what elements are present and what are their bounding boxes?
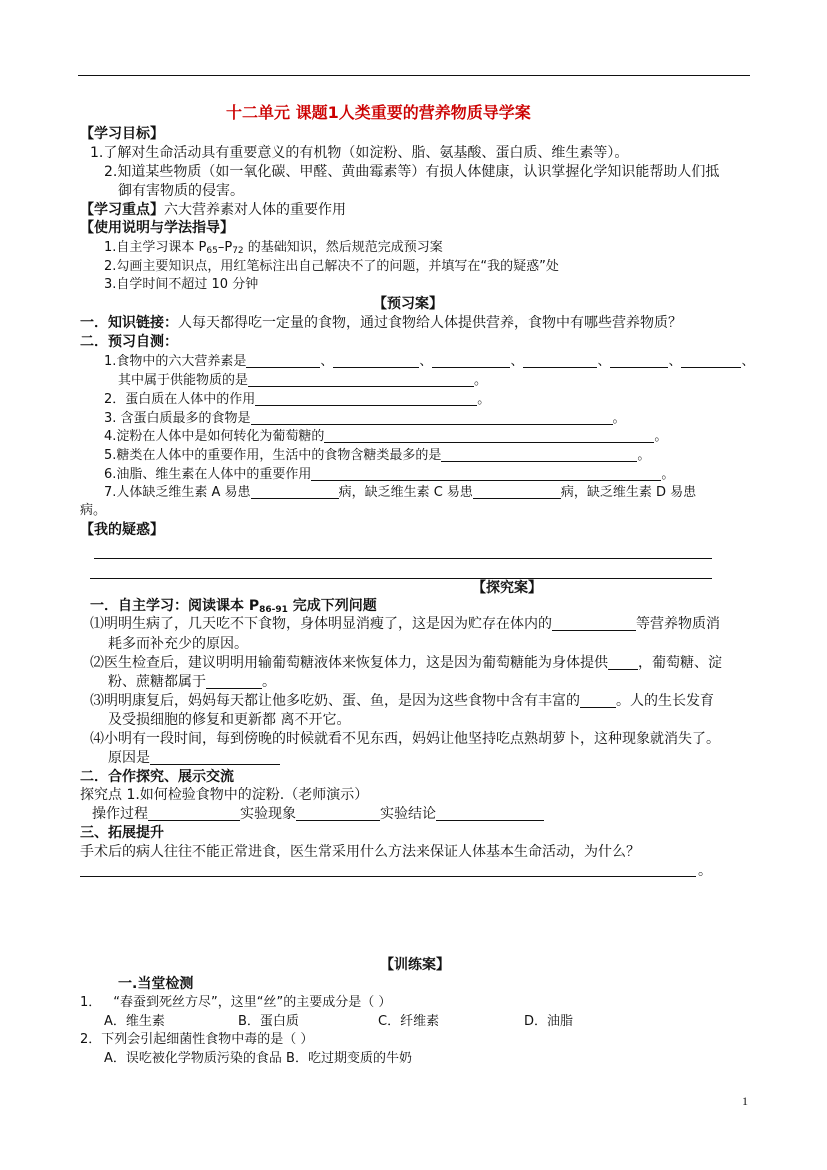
q1-option-b[interactable]: B．蛋白质 [238,1014,299,1029]
explore-p3: ⑶明明康复后，妈妈每天都让他多吃奶、蛋、鱼，是因为这些食物中含有丰富的 。人的生长发育 [90,693,714,709]
explore-heading: 【探究案】 [472,580,542,596]
blank[interactable] [251,485,339,499]
usage-heading: 【使用说明与学法指导】 [80,220,234,236]
preview-q2: 2．蛋白质在人体中的作用 。 [104,392,491,407]
training-check-heading: 一.当堂检测 [118,976,194,992]
focus-line [80,203,346,217]
explore-p4: ⑷小明有一段时间，每到傍晚的时候就看不见东西，妈妈让他坚持吃点熟胡萝卜，这种现象就消失了。 [90,731,720,747]
blank[interactable] [610,354,668,368]
blank[interactable] [681,354,741,368]
blank[interactable] [473,485,561,499]
blank[interactable] [248,373,474,387]
preview-q3: 3. 含蛋白质最多的食物是 。 [104,411,626,426]
training-heading: 【训练案】 [380,957,450,973]
self-test-heading: 二．预习自测： [80,334,178,350]
training-q1: 1． “春蚕到死丝方尽”，这里“丝”的主要成分是（ ） [80,995,392,1010]
preview-q1: 1.食物中的六大营养素是 、 、 、 、 、 、 [104,354,755,369]
goal-item-2-cont: 御有害物质的侵害。 [118,183,244,199]
goal-item-1: 1.了解对生命活动具有重要意义的有机物（如淀粉、脂、氨基酸、蛋白质、维生素等）。 [90,145,629,161]
preview-q4: 4.淀粉在人体中是如何转化为葡萄糖的 。 [104,429,668,444]
q1-option-c[interactable]: C．纤维素 [378,1014,440,1029]
preview-q6: 6.油脂、维生素在人体中的重要作用 。 [104,467,675,482]
usage-item-2: 2.勾画主要知识点，用红笔标注出自己解决不了的问题，并填写在“我的疑惑”处 [104,259,559,274]
explore-p1: ⑴明明生病了，几天吃不下食物，身体明显消瘦了，这是因为贮存在体内的 等营养物质消 [90,616,720,632]
expand-answer-line[interactable] [80,876,696,877]
blank[interactable] [436,807,544,821]
doubts-writing-line[interactable] [90,578,712,579]
explore-section-2: 二．合作探究、展示交流 [80,769,234,785]
preview-q7: 7.人体缺乏维生素 A 易患 病，缺乏维生素 C 易患 病，缺乏维生素 D 易患 [104,485,697,500]
explore-point-1: 探究点 1.如何检验食物中的淀粉.（老师演示） [80,787,369,803]
blank[interactable] [324,429,654,443]
blank[interactable] [432,354,510,368]
goal-item-2: 2.知道某些物质（如一氧化碳、甲醛、黄曲霉素等）有损人体健康，认识掌握化学知识能帮助人们抵 [104,164,720,180]
usage-item-3: 3.自学时间不超过 10 分钟 [104,277,259,292]
blank[interactable] [552,617,636,631]
explore-section-1: 一．自主学习：阅读课本 $P_{86-91}$ 完成下列问题 [90,598,377,615]
expand-question: 手术后的病人往往不能正常进食，医生常采用什么方法来保证人体基本生命活动，为什么？ [80,844,640,860]
blank[interactable] [251,411,613,425]
header-rule [78,75,750,76]
q1-option-a[interactable]: A．维生素 [104,1014,165,1029]
blank[interactable] [296,807,380,821]
blank[interactable] [523,354,597,368]
preview-q7-end: 病。 [80,503,107,518]
knowledge-link: 一．知识链接：人每天都得吃一定量的食物，通过食物给人体提供营养，食物中有哪些营养物质？ [80,315,682,331]
blank[interactable] [333,354,419,368]
focus-heading: 【学习重点】 [80,202,164,218]
experiment-row: 操作过程 实验现象 实验结论 [92,807,544,821]
explore-p2-cont: 粉、蔗糖都属于 。 [108,674,276,690]
blank[interactable] [255,392,477,406]
doubts-heading: 【我的疑惑】 [80,522,164,538]
blank[interactable] [580,694,616,708]
explore-p3-cont: 及受损细胞的修复和更新都 离不开它。 [108,712,351,728]
blank[interactable] [206,675,262,689]
blank[interactable] [246,354,320,368]
preview-q5: 5.糖类在人体中的重要作用，生活中的食物含糖类最多的是 。 [104,448,651,463]
blank[interactable] [311,467,661,481]
explore-p1-cont: 耗多而补充少的原因。 [108,636,248,652]
explore-p2: ⑵医生检查后，建议明明用输葡萄糖液体来恢复体力，这是因为葡萄糖能为身体提供 ，葡萄糖、淀 [90,655,722,671]
preview-heading: 【预习案】 [373,296,443,312]
goals-heading: 【学习目标】 [80,126,164,142]
preview-q1-cont: 其中属于供能物质的是 。 [118,373,488,388]
blank[interactable] [150,751,280,765]
doubts-writing-line[interactable] [94,558,712,559]
q2-options[interactable]: A．误吃被化学物质污染的食品 B．吃过期变质的牛奶 [104,1051,412,1066]
blank[interactable] [148,807,240,821]
blank[interactable] [608,656,638,670]
q1-option-d[interactable]: D．油脂 [524,1014,574,1029]
page-title: 十二单元 课题1人类重要的营养物质导学案 [226,103,531,122]
blank[interactable] [441,448,637,462]
training-q2: 2．下列会引起细菌性食物中毒的是（ ） [80,1032,314,1047]
page-number: 1 [742,1094,748,1108]
explore-section-3: 三、拓展提升 [80,825,164,841]
focus-text: 六大营养素对人体的重要作用 [164,202,346,218]
usage-item-1: 1.自主学习课本 $P_{65}-P_{72}$ 的基础知识，然后规范完成预习案 [104,240,443,256]
explore-p4-reason: 原因是 [108,751,280,765]
expand-period: 。 [698,863,712,879]
